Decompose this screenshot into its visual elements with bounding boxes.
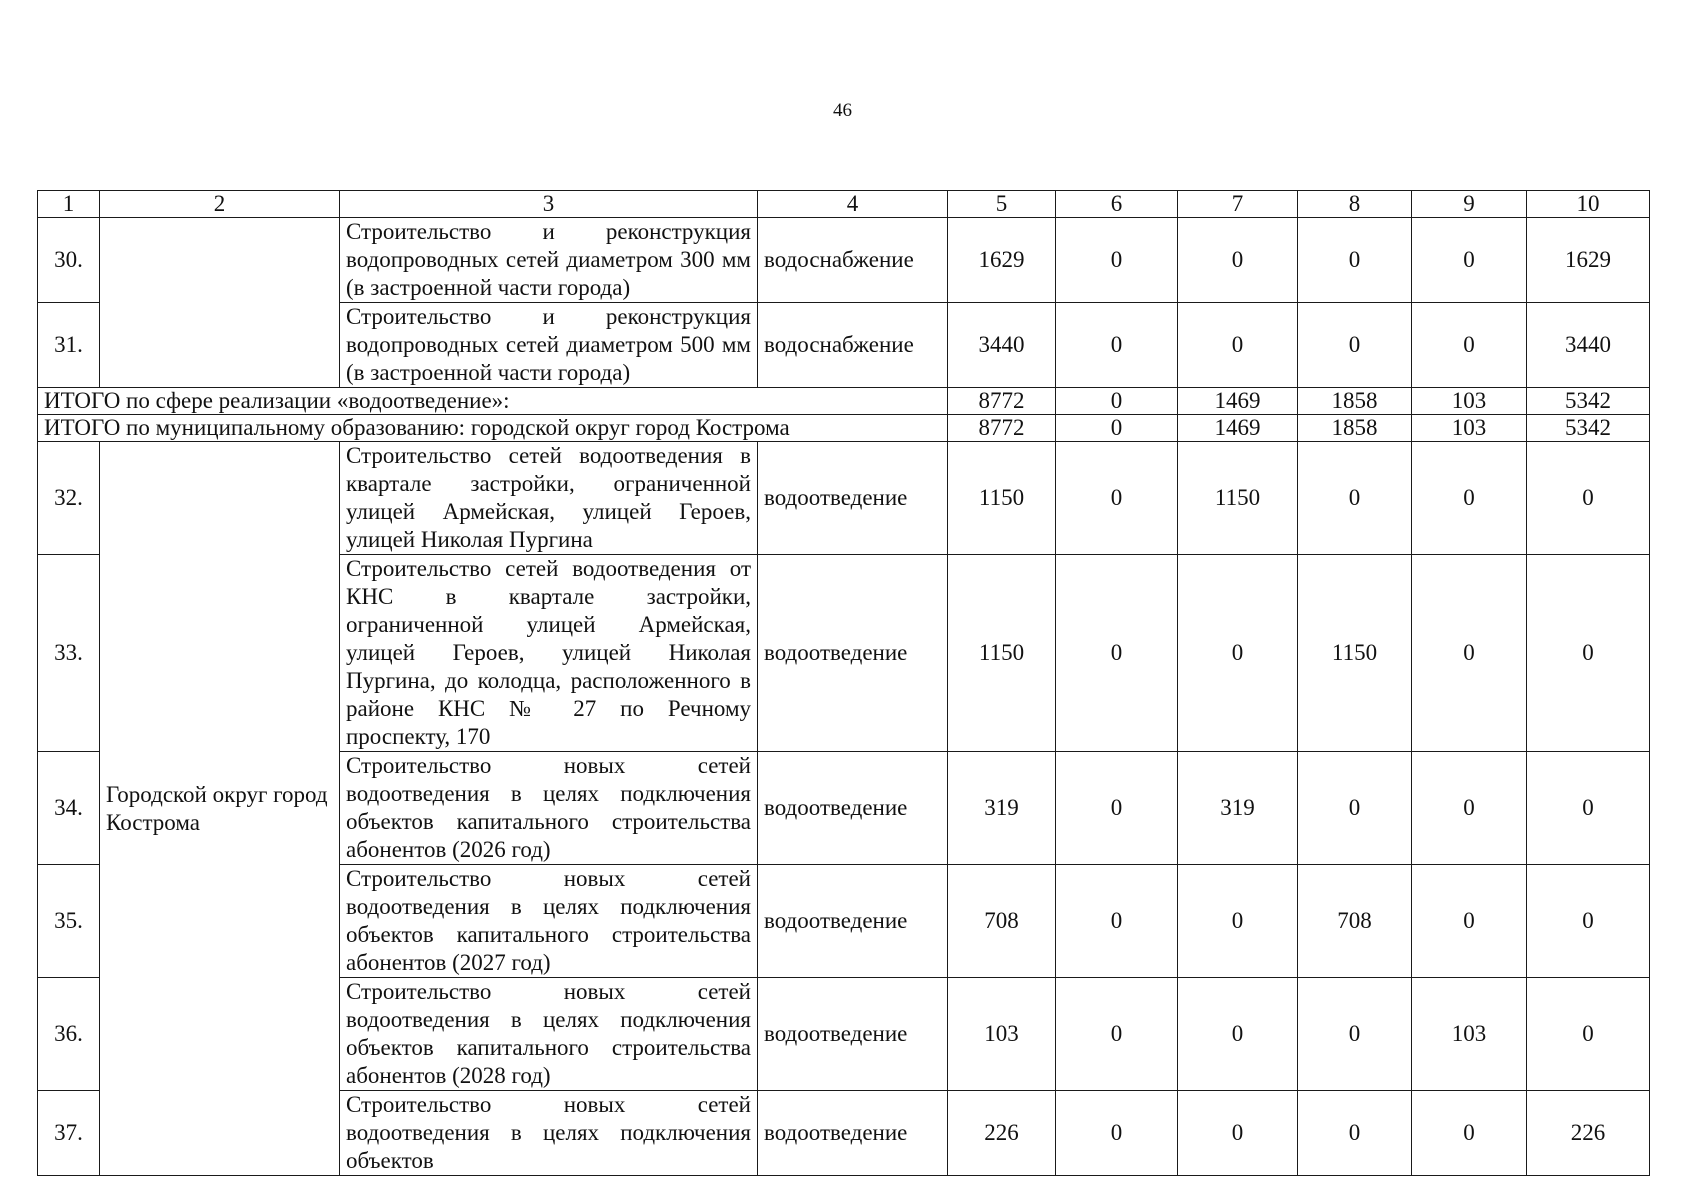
value-cell: 0 xyxy=(1412,752,1527,865)
value-cell: 0 xyxy=(1056,865,1178,978)
value-cell: 0 xyxy=(1056,555,1178,752)
municipality-cell: Городской округ город Кострома xyxy=(100,442,340,1176)
project-description: Строительство новых сетей водоотведения в целях подключения объектов капитального строительства абонентов (2028 год) xyxy=(340,978,758,1091)
header-cell: 10 xyxy=(1527,191,1650,218)
header-cell: 5 xyxy=(948,191,1056,218)
row-number: 35. xyxy=(38,865,100,978)
header-cell: 1 xyxy=(38,191,100,218)
value-cell: 3440 xyxy=(1527,303,1650,388)
row-number: 36. xyxy=(38,978,100,1091)
header-cell: 4 xyxy=(758,191,948,218)
value-cell: 0 xyxy=(1412,303,1527,388)
project-description: Строительство и реконструкция водопроводных сетей диаметром 500 мм (в застроенной части города) xyxy=(340,303,758,388)
value-cell: 0 xyxy=(1298,1091,1412,1176)
header-cell: 2 xyxy=(100,191,340,218)
value-cell: 226 xyxy=(1527,1091,1650,1176)
table-row xyxy=(38,442,1650,555)
header-cell: 8 xyxy=(1298,191,1412,218)
header-row xyxy=(38,191,1650,218)
row-number: 37. xyxy=(38,1091,100,1176)
total-value: 5342 xyxy=(1527,388,1650,415)
header-cell: 6 xyxy=(1056,191,1178,218)
sphere-cell: водоснабжение xyxy=(758,303,948,388)
project-description: Строительство новых сетей водоотведения в целях подключения объектов xyxy=(340,1091,758,1176)
value-cell: 0 xyxy=(1527,555,1650,752)
page-number: 46 xyxy=(833,100,852,121)
value-cell: 0 xyxy=(1056,752,1178,865)
value-cell: 0 xyxy=(1412,442,1527,555)
value-cell: 0 xyxy=(1178,865,1298,978)
project-description: Строительство сетей водоотведения от КНС в квартале застройки, ограниченной улицей Армейская, улицей Героев, улицей Николая Пургина, до колодца, расположенного в районе КНС № 27 по Речному проспекту, 170 xyxy=(340,555,758,752)
value-cell: 0 xyxy=(1298,303,1412,388)
value-cell: 1629 xyxy=(948,218,1056,303)
value-cell: 0 xyxy=(1298,752,1412,865)
project-description: Строительство новых сетей водоотведения в целях подключения объектов капитального строительства абонентов (2026 год) xyxy=(340,752,758,865)
value-cell: 1150 xyxy=(948,555,1056,752)
sphere-cell: водоотведение xyxy=(758,442,948,555)
value-cell: 0 xyxy=(1056,978,1178,1091)
value-cell: 0 xyxy=(1056,442,1178,555)
row-number: 30. xyxy=(38,218,100,303)
value-cell: 0 xyxy=(1527,865,1650,978)
value-cell: 0 xyxy=(1412,218,1527,303)
value-cell: 0 xyxy=(1056,303,1178,388)
sphere-cell: водоотведение xyxy=(758,752,948,865)
table-row xyxy=(38,218,1650,303)
total-value: 0 xyxy=(1056,415,1178,442)
total-row-municipality xyxy=(38,415,1650,442)
row-number: 32. xyxy=(38,442,100,555)
project-description: Строительство сетей водоотведения в квартале застройки, ограниченной улицей Армейская, улицей Героев, улицей Николая Пургина xyxy=(340,442,758,555)
value-cell: 1629 xyxy=(1527,218,1650,303)
value-cell: 0 xyxy=(1178,555,1298,752)
header-cell: 3 xyxy=(340,191,758,218)
row-number: 34. xyxy=(38,752,100,865)
investment-table xyxy=(37,190,1650,1176)
value-cell: 0 xyxy=(1178,978,1298,1091)
value-cell: 226 xyxy=(948,1091,1056,1176)
total-value: 1858 xyxy=(1298,415,1412,442)
value-cell: 0 xyxy=(1527,752,1650,865)
value-cell: 103 xyxy=(948,978,1056,1091)
sphere-cell: водоотведение xyxy=(758,1091,948,1176)
value-cell: 0 xyxy=(1298,442,1412,555)
value-cell: 319 xyxy=(1178,752,1298,865)
value-cell: 708 xyxy=(948,865,1056,978)
value-cell: 0 xyxy=(1412,1091,1527,1176)
value-cell: 1150 xyxy=(948,442,1056,555)
total-row-sphere xyxy=(38,388,1650,415)
sphere-cell: водоснабжение xyxy=(758,218,948,303)
value-cell: 0 xyxy=(1527,978,1650,1091)
total-value: 5342 xyxy=(1527,415,1650,442)
value-cell: 0 xyxy=(1298,978,1412,1091)
total-value: 0 xyxy=(1056,388,1178,415)
total-value: 103 xyxy=(1412,388,1527,415)
value-cell: 319 xyxy=(948,752,1056,865)
value-cell: 708 xyxy=(1298,865,1412,978)
value-cell: 0 xyxy=(1412,555,1527,752)
value-cell: 0 xyxy=(1178,218,1298,303)
header-cell: 7 xyxy=(1178,191,1298,218)
value-cell: 103 xyxy=(1412,978,1527,1091)
value-cell: 1150 xyxy=(1298,555,1412,752)
project-description: Строительство и реконструкция водопроводных сетей диаметром 300 мм (в застроенной части города) xyxy=(340,218,758,303)
value-cell: 0 xyxy=(1527,442,1650,555)
header-cell: 9 xyxy=(1412,191,1527,218)
value-cell: 0 xyxy=(1056,218,1178,303)
municipality-cell-empty xyxy=(100,218,340,388)
total-label: ИТОГО по сфере реализации «водоотведение»: xyxy=(38,388,948,415)
total-value: 1858 xyxy=(1298,388,1412,415)
total-value: 1469 xyxy=(1178,388,1298,415)
project-description: Строительство новых сетей водоотведения в целях подключения объектов капитального строительства абонентов (2027 год) xyxy=(340,865,758,978)
value-cell: 0 xyxy=(1298,218,1412,303)
value-cell: 0 xyxy=(1412,865,1527,978)
total-value: 1469 xyxy=(1178,415,1298,442)
total-value: 103 xyxy=(1412,415,1527,442)
value-cell: 0 xyxy=(1056,1091,1178,1176)
total-value: 8772 xyxy=(948,415,1056,442)
sphere-cell: водоотведение xyxy=(758,865,948,978)
row-number: 31. xyxy=(38,303,100,388)
value-cell: 3440 xyxy=(948,303,1056,388)
sphere-cell: водоотведение xyxy=(758,555,948,752)
total-label: ИТОГО по муниципальному образованию: городской округ город Кострома xyxy=(38,415,948,442)
value-cell: 0 xyxy=(1178,303,1298,388)
total-value: 8772 xyxy=(948,388,1056,415)
value-cell: 1150 xyxy=(1178,442,1298,555)
value-cell: 0 xyxy=(1178,1091,1298,1176)
sphere-cell: водоотведение xyxy=(758,978,948,1091)
row-number: 33. xyxy=(38,555,100,752)
